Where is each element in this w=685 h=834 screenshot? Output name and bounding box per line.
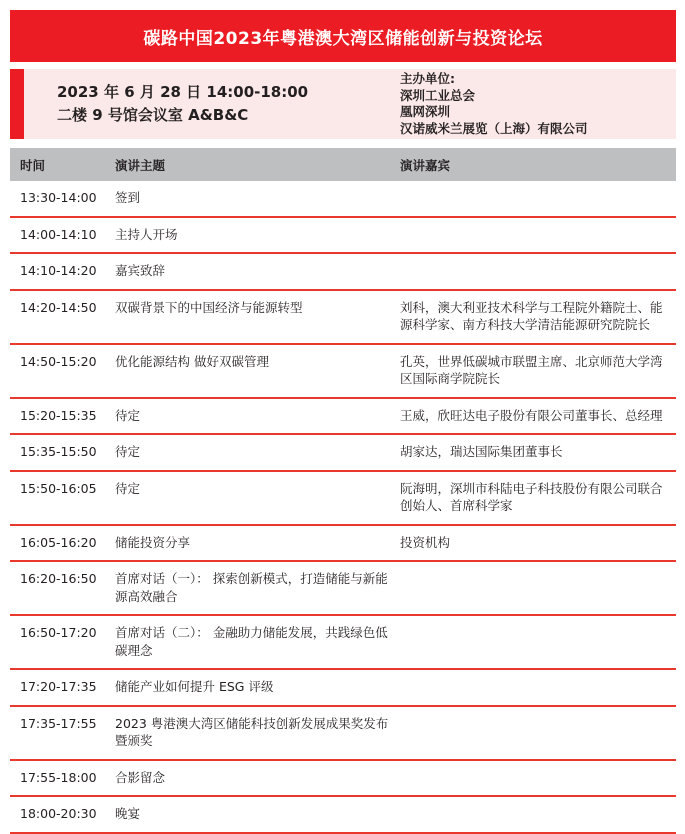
agenda-row xyxy=(10,254,676,291)
column-header-topic: 演讲主题 xyxy=(115,157,166,173)
session-topic: 待定 xyxy=(115,444,141,459)
session-topic: 晚宴 xyxy=(115,806,141,821)
agenda-row xyxy=(10,616,676,670)
session-time: 15:50-16:05 xyxy=(20,480,97,496)
session-guest xyxy=(400,624,676,659)
session-guest xyxy=(400,570,676,605)
session-time: 14:10-14:20 xyxy=(20,263,97,278)
session-guest xyxy=(400,769,676,787)
agenda-table-header xyxy=(10,148,676,181)
organizer-item: 深圳工业总会 xyxy=(400,87,476,103)
session-time: 18:00-20:30 xyxy=(20,806,97,821)
session-topic: 签到 xyxy=(115,190,141,205)
session-time: 14:20-14:50 xyxy=(20,299,97,315)
session-topic: 首席对话（一）： 探索创新模式，打造储能与新能源高效融合 xyxy=(115,571,388,604)
agenda-row xyxy=(10,707,676,761)
session-time: 16:05-16:20 xyxy=(20,534,97,550)
session-guest xyxy=(400,226,676,244)
session-guest: 刘科，澳大利亚技术科学与工程院外籍院士、能源科学家、南方科技大学清洁能源研究院院长 xyxy=(400,299,663,332)
session-time: 15:20-15:35 xyxy=(20,407,97,423)
agenda-row xyxy=(10,670,676,707)
session-topic: 主持人开场 xyxy=(115,226,178,242)
session-time: 16:50-17:20 xyxy=(20,625,97,640)
agenda-row xyxy=(10,218,676,255)
session-topic: 待定 xyxy=(115,407,141,423)
column-header-time: 时间 xyxy=(20,157,46,173)
organizer-item: 凰网深圳 xyxy=(400,104,451,119)
session-guest xyxy=(400,189,676,207)
session-topic: 储能投资分享 xyxy=(115,534,191,550)
session-time: 13:30-14:00 xyxy=(20,190,97,205)
agenda-row xyxy=(10,291,676,345)
session-topic: 2023 粤港澳大湾区储能科技创新发展成果奖发布暨颁奖 xyxy=(115,715,389,748)
event-info-box xyxy=(10,69,676,139)
session-guest xyxy=(400,805,676,823)
session-guest: 阮海明，深圳市科陆电子科技股份有限公司联合创始人、首席科学家 xyxy=(400,480,663,513)
organizer-item: 汉诺威米兰展览（上海）有限公司 xyxy=(400,120,588,136)
event-venue: 二楼 9 号馆会议室 A&B&C xyxy=(57,106,249,124)
session-guest: 胡家达，瑞达国际集团董事长 xyxy=(400,444,563,459)
session-topic: 合影留念 xyxy=(115,769,166,785)
agenda-row xyxy=(10,526,676,563)
agenda-row xyxy=(10,345,676,399)
organizers-block xyxy=(400,71,676,137)
session-guest: 王威，欣旺达电子股份有限公司董事长、总经理 xyxy=(400,407,663,423)
session-time: 17:55-18:00 xyxy=(20,769,97,785)
session-topic: 待定 xyxy=(115,480,141,496)
event-datetime: 2023 年 6 月 28 日 14:00-18:00 xyxy=(57,83,309,101)
agenda-rows xyxy=(10,181,676,834)
agenda-row xyxy=(10,435,676,472)
agenda-row xyxy=(10,797,676,834)
organizers-label: 主办单位: xyxy=(400,71,455,86)
session-time: 17:20-17:35 xyxy=(20,679,97,694)
session-time: 16:20-16:50 xyxy=(20,571,97,586)
session-guest xyxy=(400,678,676,696)
forum-title-bar xyxy=(10,10,676,62)
agenda-row xyxy=(10,761,676,798)
session-topic: 双碳背景下的中国经济与能源转型 xyxy=(115,299,303,315)
session-topic: 首席对话（二）： 金融助力储能发展，共践绿色低碳理念 xyxy=(115,625,388,658)
column-header-guest: 演讲嘉宾 xyxy=(400,157,451,173)
session-guest xyxy=(400,715,676,750)
agenda-row xyxy=(10,562,676,616)
agenda-row xyxy=(10,399,676,436)
session-topic: 储能产业如何提升 ESG 评级 xyxy=(115,679,274,694)
session-topic: 嘉宾致辞 xyxy=(115,263,166,278)
session-time: 14:50-15:20 xyxy=(20,353,97,369)
session-time: 17:35-17:55 xyxy=(20,715,97,731)
event-datetime-venue xyxy=(57,81,400,127)
session-guest xyxy=(400,262,676,280)
session-guest: 孔英，世界低碳城市联盟主席、北京师范大学湾区国际商学院院长 xyxy=(400,353,663,386)
forum-title: 碳路中国2023年粤港澳大湾区储能创新与投资论坛 xyxy=(143,28,543,49)
session-topic: 优化能源结构 做好双碳管理 xyxy=(115,353,269,369)
session-time: 14:00-14:10 xyxy=(20,226,97,242)
session-time: 15:35-15:50 xyxy=(20,444,97,459)
session-guest: 投资机构 xyxy=(400,534,451,550)
agenda-row xyxy=(10,472,676,526)
agenda-table xyxy=(10,148,676,834)
agenda-row xyxy=(10,181,676,218)
